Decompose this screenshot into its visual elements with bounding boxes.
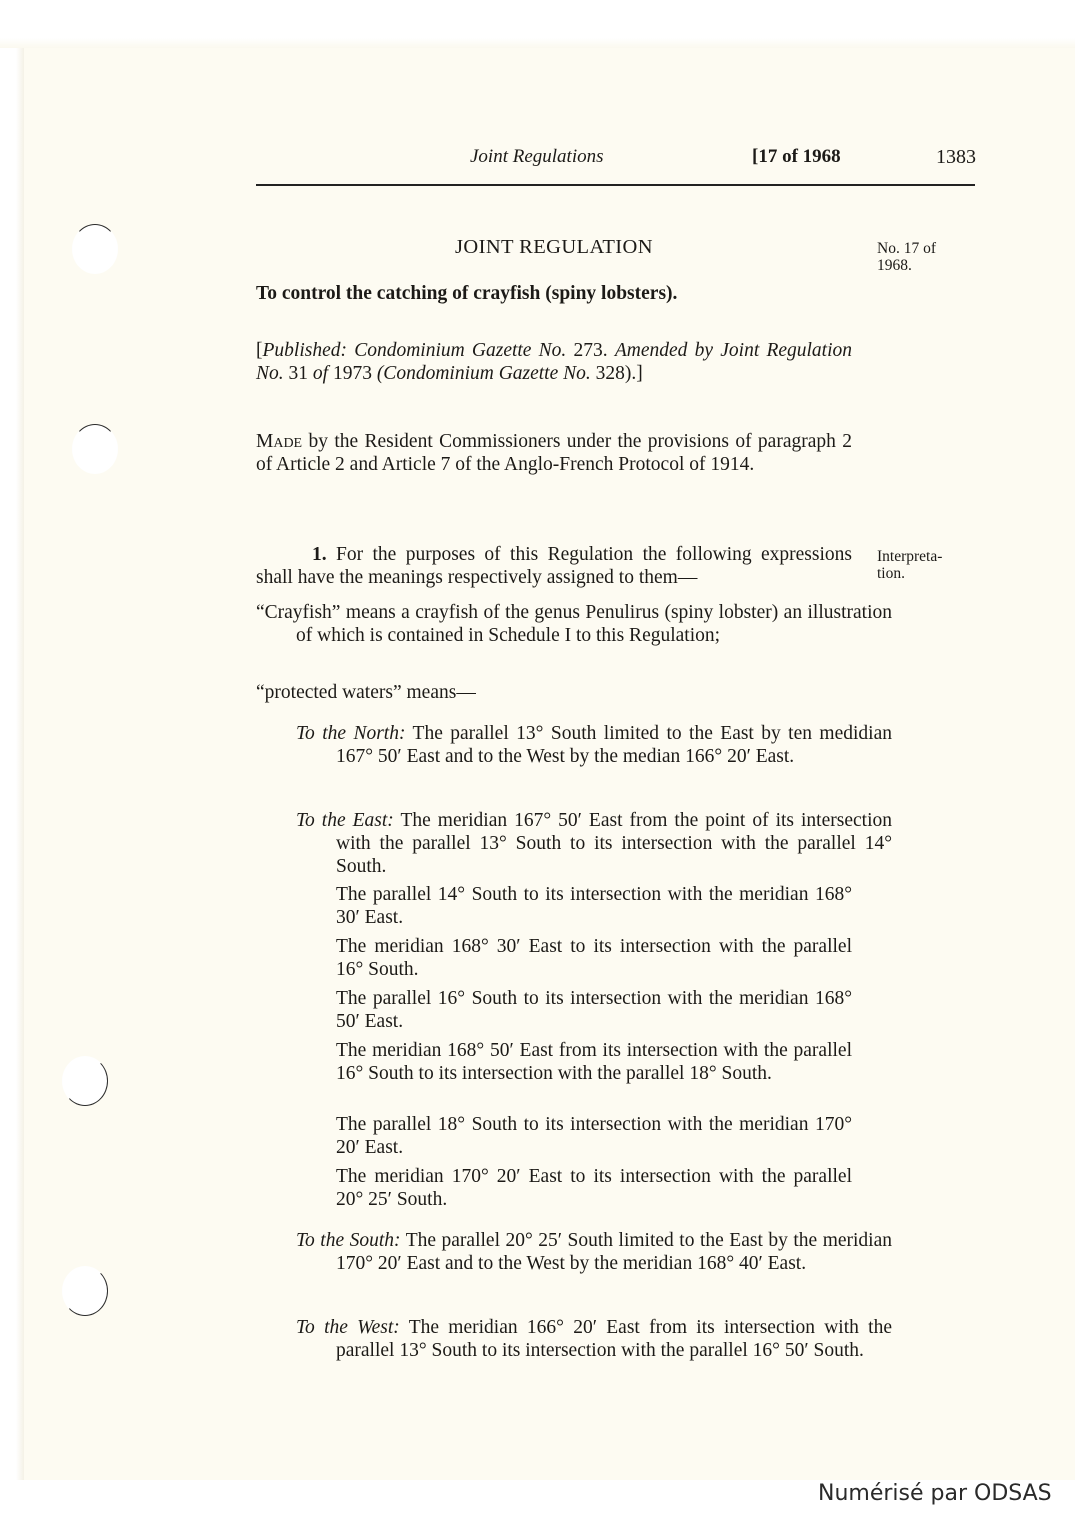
second-gazette-number: 328).] bbox=[595, 363, 643, 384]
punch-hole-icon bbox=[72, 224, 118, 274]
boundary-west bbox=[296, 1316, 892, 1362]
margin-regulation-number-line: 1968. bbox=[877, 257, 912, 274]
boundary-east-continuation: The parallel 14° South to its intersection with the meridian 168° 30′ East. bbox=[336, 884, 852, 928]
amendment-year: 1973 bbox=[332, 363, 372, 384]
margin-regulation-number-line: No. 17 of bbox=[877, 240, 936, 257]
punch-hole-icon bbox=[62, 1266, 108, 1316]
boundary-east-continuation: The parallel 18° South to its intersection with the meridian 170° 20′ East. bbox=[336, 1114, 852, 1158]
page-number: 1383 bbox=[936, 146, 976, 168]
document-subtitle: To control the catching of crayfish (spiny lobsters). bbox=[256, 283, 678, 304]
scan-edge-left bbox=[0, 0, 24, 1519]
boundary-south-text: The parallel 20° 25′ South limited to the East by the meridian 170° 20′ East and to the West by the meridian 168° 40′ East. bbox=[336, 1230, 892, 1274]
publication-note bbox=[256, 339, 852, 385]
made-word: Made bbox=[256, 431, 303, 452]
boundary-east-text: The meridian 167° 50′ East from the point of its intersection with the parallel 13° South to its intersection with the parallel 14° South. bbox=[336, 810, 892, 877]
boundary-south-label: To the South: bbox=[296, 1230, 401, 1251]
second-gazette-label: (Condominium Gazette No. bbox=[376, 363, 591, 384]
margin-interpretation-line: tion. bbox=[877, 565, 905, 582]
scan-edge-top bbox=[0, 0, 1075, 48]
definition-crayfish: “Crayfish” means a crayfish of the genus Penulirus (spiny lobster) an illustration of which is contained in Schedule I to this Regulation; bbox=[256, 602, 892, 646]
boundary-east-continuation: The meridian 168° 30′ East to its intersection with the parallel 16° South. bbox=[336, 936, 852, 980]
running-title: Joint Regulations bbox=[470, 146, 604, 167]
margin-regulation-number bbox=[877, 240, 936, 274]
header-rule bbox=[256, 184, 975, 186]
section-1 bbox=[256, 543, 852, 589]
regulation-number: 31 bbox=[288, 363, 309, 384]
boundary-west-label: To the West: bbox=[296, 1317, 400, 1338]
amended-label: Amended by Joint Regulation No. bbox=[256, 340, 853, 384]
enacting-clause bbox=[256, 430, 852, 476]
of-word: of bbox=[312, 363, 329, 384]
published-label: Published: Condominium Gazette No. bbox=[262, 340, 567, 361]
punch-hole-icon bbox=[72, 424, 118, 474]
boundary-east-continuation: The meridian 170° 20′ East to its intersection with the parallel 20° 25′ South. bbox=[336, 1166, 852, 1210]
boundary-east-label: To the East: bbox=[296, 810, 394, 831]
boundary-south bbox=[296, 1229, 892, 1275]
boundary-west-text: The meridian 166° 20′ East from its intersection with the parallel 13° South to its intersection with the parallel 16° 50′ South. bbox=[336, 1317, 892, 1361]
enacting-text: by the Resident Commissioners under the provisions of paragraph 2 of Article 2 and Article 7 of the Anglo-French Protocol of 1914. bbox=[256, 431, 852, 475]
boundary-east-continuation: The meridian 168° 50′ East from its intersection with the parallel 16° South to its intersection with the parallel 18° South. bbox=[336, 1040, 852, 1084]
boundary-north-label: To the North: bbox=[296, 723, 406, 744]
section-1-text: For the purposes of this Regulation the following expressions shall have the meanings respectively assigned to them— bbox=[256, 544, 852, 588]
margin-interpretation bbox=[877, 548, 942, 582]
act-reference: [17 of 1968 bbox=[752, 146, 841, 167]
section-number: 1. bbox=[312, 544, 327, 565]
margin-interpretation-line: Interpreta- bbox=[877, 548, 943, 565]
digitization-credit: Numérisé par ODSAS bbox=[818, 1481, 1052, 1506]
gazette-number: 273. bbox=[573, 340, 608, 361]
boundary-east-continuation: The parallel 16° South to its intersection with the meridian 168° 50′ East. bbox=[336, 988, 852, 1032]
boundary-north-text: The parallel 13° South limited to the East by ten medidian 167° 50′ East and to the West by the median 166° 20′ East. bbox=[336, 723, 892, 767]
boundary-east bbox=[296, 809, 892, 878]
definition-protected-waters: “protected waters” means— bbox=[256, 682, 476, 703]
boundary-north bbox=[296, 722, 892, 768]
publication-bracket: [ bbox=[256, 340, 263, 361]
punch-hole-icon bbox=[62, 1056, 108, 1106]
document-title: JOINT REGULATION bbox=[455, 236, 653, 258]
